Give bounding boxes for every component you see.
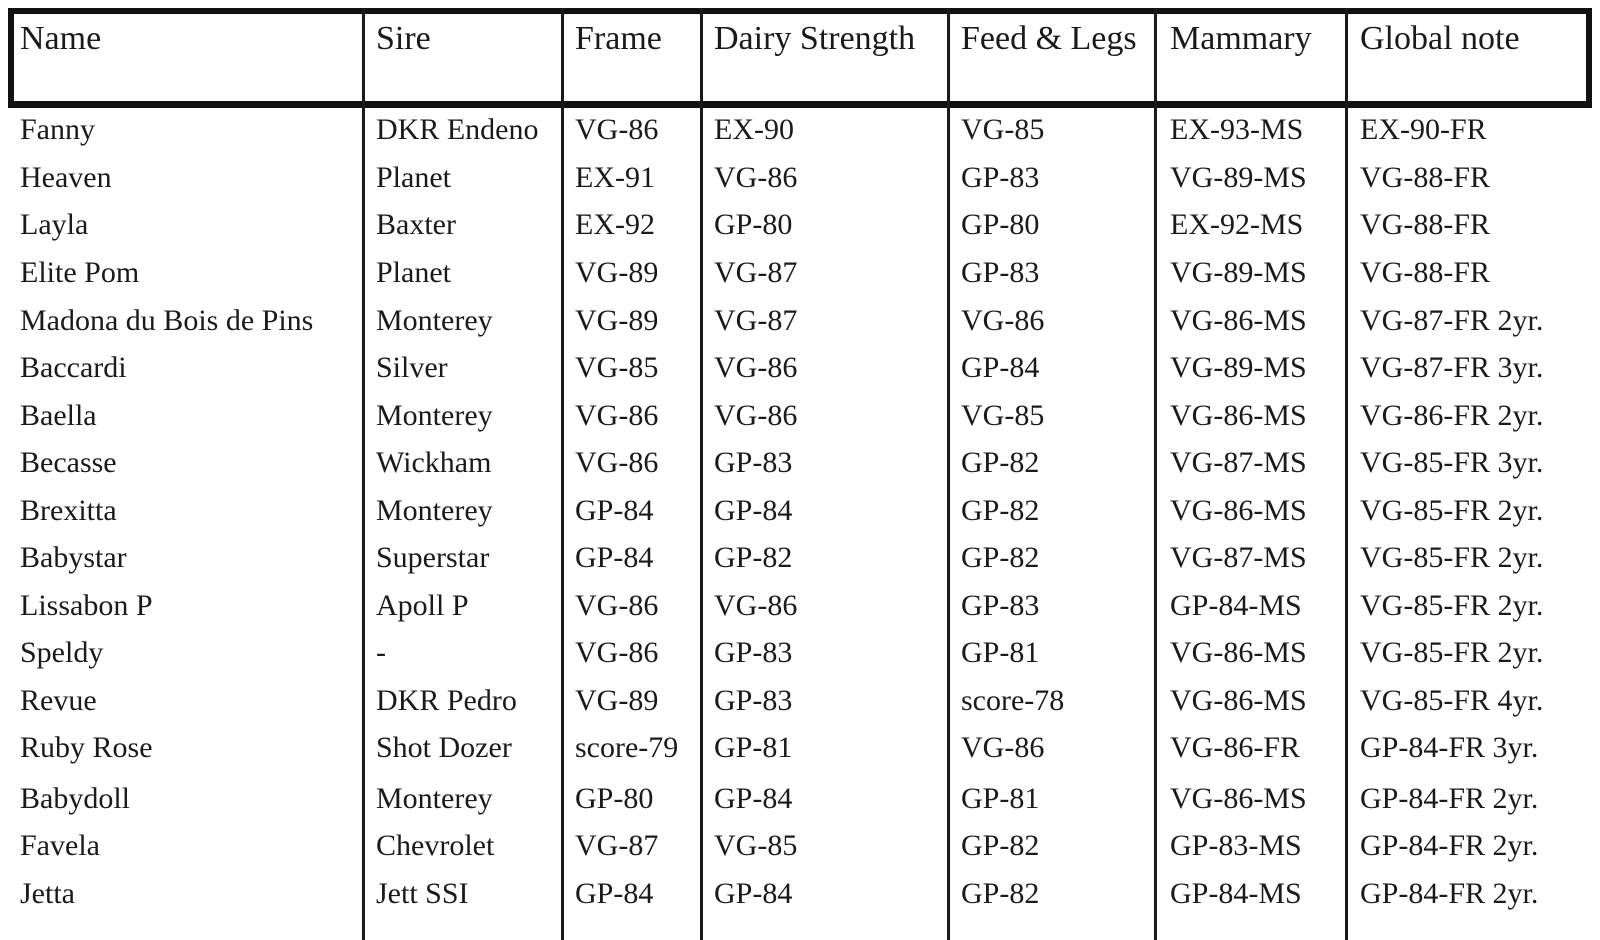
cell-sire: Jett SSI [376,877,469,910]
cell-mammary: EX-93-MS [1170,113,1304,146]
cell-sire: Monterey [376,304,493,337]
cell-sire: Baxter [376,208,456,241]
cell-name: Brexitta [20,494,117,527]
cell-feed-legs: score-78 [961,684,1065,717]
cell-sire: Shot Dozer [376,731,512,764]
column-divider [947,8,950,940]
cell-dairy-strength: GP-81 [714,731,793,764]
cell-global-note: VG-85-FR 3yr. [1360,446,1544,479]
cell-mammary: VG-89-MS [1170,161,1307,194]
cell-global-note: EX-90-FR [1360,113,1487,146]
cell-feed-legs: VG-85 [961,113,1045,146]
cell-feed-legs: GP-83 [961,161,1040,194]
cell-mammary: VG-86-MS [1170,304,1307,337]
cell-sire: Wickham [376,446,492,479]
cell-mammary: EX-92-MS [1170,208,1304,241]
cell-name: Baella [20,399,97,432]
column-divider [561,8,564,940]
cell-frame: VG-85 [575,351,659,384]
cell-mammary: VG-86-MS [1170,399,1307,432]
cell-global-note: VG-85-FR 2yr. [1360,589,1544,622]
cell-sire: Planet [376,256,451,289]
cell-dairy-strength: GP-84 [714,494,793,527]
cell-mammary: VG-87-MS [1170,446,1307,479]
cell-feed-legs: VG-85 [961,399,1045,432]
cell-dairy-strength: VG-87 [714,256,798,289]
cell-dairy-strength: VG-87 [714,304,798,337]
cell-dairy-strength: GP-84 [714,782,793,815]
cell-name: Babystar [20,541,127,574]
cell-frame: EX-92 [575,208,655,241]
header-dairy-strength: Dairy Strength [714,20,916,57]
cell-global-note: GP-84-FR 2yr. [1360,877,1539,910]
column-divider [700,8,703,940]
cell-frame: VG-87 [575,829,659,862]
cell-sire: Silver [376,351,448,384]
header-frame: Frame [575,20,662,57]
cell-dairy-strength: GP-84 [714,877,793,910]
cell-frame: VG-86 [575,446,659,479]
cell-feed-legs: GP-81 [961,782,1040,815]
cattle-classification-table [8,8,1592,940]
cell-dairy-strength: GP-82 [714,541,793,574]
header-name: Name [20,20,102,57]
cell-sire: Monterey [376,782,493,815]
cell-dairy-strength: GP-83 [714,446,793,479]
cell-dairy-strength: VG-86 [714,351,798,384]
cell-sire: Monterey [376,494,493,527]
cell-feed-legs: GP-84 [961,351,1040,384]
cell-frame: GP-80 [575,782,654,815]
cell-dairy-strength: VG-85 [714,829,798,862]
cell-feed-legs: VG-86 [961,731,1045,764]
cell-mammary: VG-86-MS [1170,782,1307,815]
cell-mammary: VG-87-MS [1170,541,1307,574]
cell-global-note: VG-85-FR 2yr. [1360,494,1544,527]
cell-name: Fanny [20,113,95,146]
header-sire: Sire [376,20,431,57]
cell-feed-legs: GP-83 [961,589,1040,622]
cell-name: Becasse [20,446,117,479]
cell-dairy-strength: GP-80 [714,208,793,241]
cell-name: Baccardi [20,351,127,384]
cell-name: Ruby Rose [20,731,153,764]
header-feed-legs: Feed & Legs [961,20,1137,57]
cell-frame: VG-89 [575,256,659,289]
cell-mammary: VG-86-MS [1170,494,1307,527]
cell-mammary: VG-86-MS [1170,684,1307,717]
cell-frame: VG-86 [575,589,659,622]
cell-global-note: VG-87-FR 3yr. [1360,351,1544,384]
cell-mammary: VG-86-MS [1170,636,1307,669]
cell-name: Madona du Bois de Pins [20,304,314,337]
cell-dairy-strength: GP-83 [714,636,793,669]
cell-sire: Superstar [376,541,490,574]
cell-sire: Chevrolet [376,829,495,862]
cell-sire: Monterey [376,399,493,432]
cell-global-note: VG-86-FR 2yr. [1360,399,1544,432]
cell-dairy-strength: VG-86 [714,589,798,622]
cell-sire: DKR Pedro [376,684,517,717]
cell-frame: VG-86 [575,399,659,432]
cell-global-note: VG-87-FR 2yr. [1360,304,1544,337]
cell-feed-legs: GP-81 [961,636,1040,669]
cell-mammary: VG-86-FR [1170,731,1301,764]
cell-name: Layla [20,208,89,241]
cell-global-note: GP-84-FR 2yr. [1360,829,1539,862]
cell-global-note: GP-84-FR 3yr. [1360,731,1539,764]
cell-name: Speldy [20,636,104,669]
cell-mammary: GP-83-MS [1170,829,1302,862]
cell-name: Favela [20,829,100,862]
cell-sire: DKR Endeno [376,113,539,146]
cell-feed-legs: VG-86 [961,304,1045,337]
cell-name: Revue [20,684,97,717]
cell-sire: Planet [376,161,451,194]
cell-dairy-strength: VG-86 [714,161,798,194]
header-global-note: Global note [1360,20,1520,57]
cell-global-note: VG-85-FR 2yr. [1360,541,1544,574]
cell-feed-legs: GP-83 [961,256,1040,289]
cell-feed-legs: GP-82 [961,446,1040,479]
cell-name: Lissabon P [20,589,153,622]
cell-frame: score-79 [575,731,679,764]
cell-global-note: GP-84-FR 2yr. [1360,782,1539,815]
cell-mammary: GP-84-MS [1170,877,1302,910]
cell-frame: GP-84 [575,877,654,910]
cell-mammary: VG-89-MS [1170,351,1307,384]
header-mammary: Mammary [1170,20,1312,57]
cell-mammary: VG-89-MS [1170,256,1307,289]
cell-name: Heaven [20,161,112,194]
cell-frame: GP-84 [575,494,654,527]
cell-frame: VG-89 [575,304,659,337]
column-divider [362,8,365,940]
cell-feed-legs: GP-82 [961,877,1040,910]
cell-feed-legs: GP-82 [961,494,1040,527]
cell-frame: VG-86 [575,636,659,669]
cell-name: Babydoll [20,782,130,815]
column-divider [1154,8,1157,940]
cell-feed-legs: GP-80 [961,208,1040,241]
cell-dairy-strength: GP-83 [714,684,793,717]
cell-feed-legs: GP-82 [961,541,1040,574]
cell-frame: VG-89 [575,684,659,717]
cell-dairy-strength: EX-90 [714,113,794,146]
cell-sire: Apoll P [376,589,469,622]
cell-global-note: VG-85-FR 2yr. [1360,636,1544,669]
cell-global-note: VG-88-FR [1360,256,1491,289]
cell-frame: VG-86 [575,113,659,146]
cell-name: Elite Pom [20,256,140,289]
cell-global-note: VG-85-FR 4yr. [1360,684,1544,717]
column-divider [1345,8,1348,940]
cell-dairy-strength: VG-86 [714,399,798,432]
cell-feed-legs: GP-82 [961,829,1040,862]
cell-frame: GP-84 [575,541,654,574]
cell-global-note: VG-88-FR [1360,161,1491,194]
cell-global-note: VG-88-FR [1360,208,1491,241]
cell-sire: - [376,636,386,669]
cell-frame: EX-91 [575,161,655,194]
cell-mammary: GP-84-MS [1170,589,1302,622]
cell-name: Jetta [20,877,75,910]
